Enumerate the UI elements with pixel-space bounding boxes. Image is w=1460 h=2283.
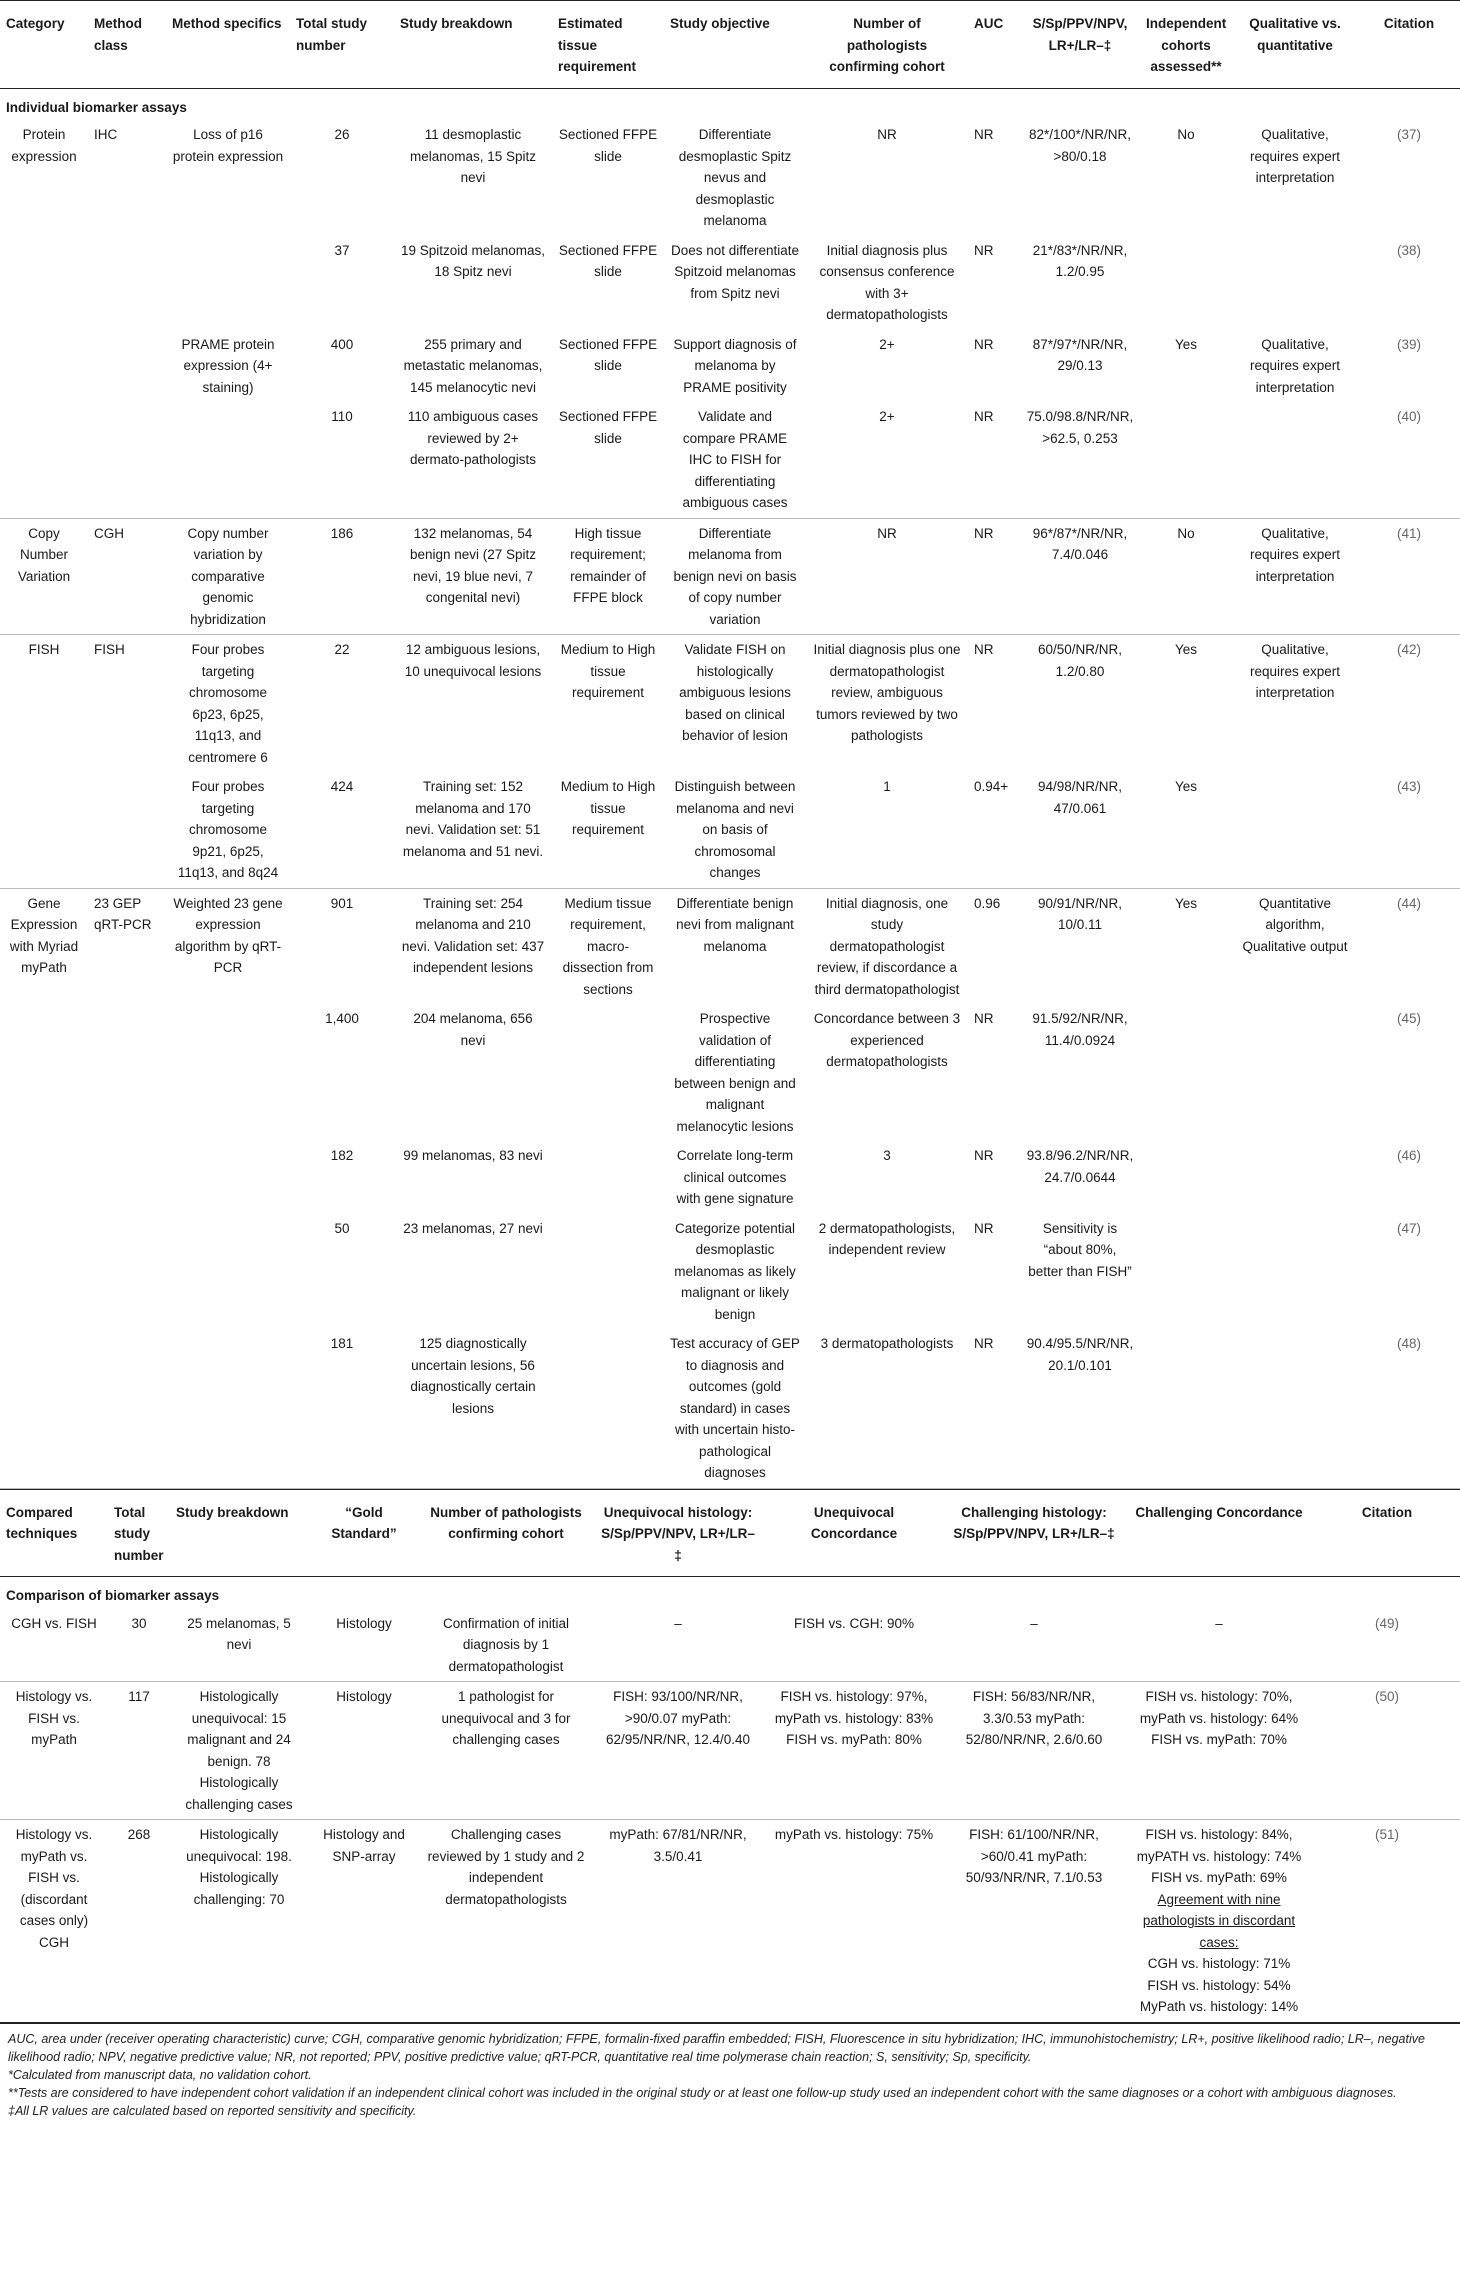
comparison-table [0,1489,1460,2023]
qualitative-cell [1232,1214,1358,1330]
pathologists-cell: 2+ [806,402,968,518]
performance-cell: 75.0/98.8/NR/NR, >62.5, 0.253 [1020,402,1140,518]
header-cell: Category [0,1,88,89]
study-breakdown-cell: Training set: 254 melanoma and 210 nevi. Validation set: 437 independent lesions [401,895,545,975]
method-specifics-cell: Weighted 23 gene expression algorithm by qRT-PCR [173,895,283,975]
table-row [0,1141,1460,1214]
study-breakdown-cell: 125 diagnostically uncertain lesions, 56 diagnostically certain lesions [394,1329,552,1488]
header-cell: Citation [1358,1,1460,89]
header-cell: Qualitative vs. quantitative [1232,1,1358,89]
independent-cohorts-cell: Yes [1174,895,1198,911]
table2-body [0,1577,1460,2023]
study-breakdown-cell: 23 melanomas, 27 nevi [403,1220,543,1236]
auc-cell: NR [968,1329,1020,1488]
qualitative-cell: Qualitative, requires expert interpretation [1249,642,1341,700]
unequivocal-performance-cell: – [592,1609,764,1682]
table-footnotes [0,2023,1460,2126]
method-specifics-cell [166,402,290,518]
footnote-abbreviations: AUC, area under (receiver operating characteristic) curve; CGH, comparative genomic hybridization; FFPE, formalin-fixed paraffin embedded; FISH, Fluorescence in situ hybridization; IHC, immunohistochemistry; LR+, positive likelihood radio; LR–, negative likelihood radio; NPV, negative predictive value; NR, not reported; PPV, positive predictive value; qRT-PCR, quantitative real time polymerase chain reaction; S, sensitivity; Sp, specificity. [8,2031,1425,2064]
study-objective-cell: Support diagnosis of melanoma by PRAME positivity [673,336,797,395]
method-specifics-cell: Four probes targeting chromosome 6p23, 6p25, 11q13, and centromere 6 [188,642,268,765]
performance-cell: 90/91/NR/NR, 10/0.11 [1037,895,1123,932]
section-title: Individual biomarker assays [6,99,187,115]
discordant-agreement-line: FISH vs. histology: 54% [1147,1977,1291,1993]
challenging-concordance-cell: FISH vs. histology: 70%, myPath vs. histology: 64% FISH vs. myPath: 70% [1124,1682,1314,1820]
study-breakdown-cell: Training set: 152 melanoma and 170 nevi. Validation set: 51 melanoma and 51 nevi. [394,772,552,888]
header-cell: Challenging histology: S/Sp/PPV/NPV, LR+/LR–‡ [944,1489,1124,1577]
study-breakdown-cell: 99 melanomas, 83 nevi [403,1148,543,1163]
total-study-number-cell: 182 [330,1148,354,1163]
header-cell: Independent cohorts assessed** [1140,1,1232,89]
tissue-requirement-cell: High tissue requirement; remainder of FFPE block [552,518,664,635]
category-cell [0,1004,88,1141]
category-cell: Copy Number Variation [0,518,88,635]
unequivocal-concordance-cell: FISH vs. CGH: 90% [764,1609,944,1682]
method-specifics-cell [166,1214,290,1330]
discordant-agreement-line: MyPath vs. histology: 14% [1139,1999,1299,2014]
total-study-number-cell: 110 [290,402,394,518]
challenging-concordance-text: FISH vs. histology: 84%, myPATH vs. histology: 74% FISH vs. myPath: 69% [1136,1827,1302,1885]
compared-techniques-cell: Histology vs. FISH vs. myPath [0,1682,108,1820]
section-header-row [0,88,1460,120]
table-row [0,402,1460,518]
challenging-performance-cell: FISH: 61/100/NR/NR, >60/0.41 myPath: 50/93/NR/NR, 7.1/0.53 [944,1820,1124,2023]
citation-cell: (41) [1358,518,1460,635]
citation-cell: (37) [1396,127,1421,142]
method-specifics-cell: Copy number variation by comparative genomic hybridization [166,518,290,635]
table1-body [0,88,1460,1488]
unequivocal-concordance-cell: FISH vs. histology: 97%, myPath vs. histology: 83% FISH vs. myPath: 80% [764,1682,944,1820]
independent-cohorts-cell [1140,402,1232,518]
header-cell: Method class [88,1,166,89]
header-cell: “Gold Standard” [308,1489,420,1577]
category-cell: Gene Expression with Myriad myPath [9,895,79,975]
table-row [0,1609,1460,1682]
study-objective-cell: Prospective validation of differentiating between benign and malignant melanocytic lesions [674,1011,796,1134]
total-study-number-cell: 181 [290,1329,394,1488]
study-objective-cell: Differentiate melanoma from benign nevi on basis of copy number variation [664,518,806,635]
auc-cell: 0.94+ [968,772,1020,888]
citation-cell: (51) [1314,1820,1460,2023]
header-cell: Total study number [108,1489,170,1577]
study-breakdown-cell: 25 melanomas, 5 nevi [170,1609,308,1682]
pathologists-cell: 3 dermatopathologists [806,1329,968,1488]
citation-cell: (43) [1358,772,1460,888]
method-specifics-cell [166,1141,290,1214]
method-class-cell [88,1329,166,1488]
independent-cohorts-cell [1140,1329,1232,1488]
qualitative-cell [1232,772,1358,888]
method-specifics-cell: Four probes targeting chromosome 9p21, 6p25, 11q13, and 8q24 [166,772,290,888]
category-cell: FISH [28,642,60,657]
citation-cell: (40) [1358,402,1460,518]
category-cell [0,1141,88,1214]
gold-standard-cell: Histology [308,1609,420,1682]
study-objective-cell: Validate and compare PRAME IHC to FISH for differentiating ambiguous cases [664,402,806,518]
performance-cell: 96*/87*/NR/NR, 7.4/0.046 [1020,518,1140,635]
method-specifics-cell: Loss of p16 protein expression [172,127,284,164]
pathologists-cell: Concordance between 3 experienced dermatopathologists [813,1011,961,1069]
qualitative-cell [1232,1141,1358,1214]
unequivocal-performance-cell: FISH: 93/100/NR/NR, >90/0.07 myPath: 62/95/NR/NR, 12.4/0.40 [592,1682,764,1820]
method-class-cell: CGH [88,518,166,635]
study-objective-cell: Categorize potential desmoplastic melanomas as likely malignant or likely benign [674,1220,796,1322]
total-study-number-cell: 117 [108,1682,170,1820]
category-cell [0,772,88,888]
category-cell: Protein expression [11,127,77,164]
performance-cell: Sensitivity is “about 80%, better than FISH” [1028,1220,1132,1279]
auc-cell: NR [974,336,994,352]
method-class-cell [88,1214,166,1330]
section-header-row [0,1577,1460,1609]
performance-cell: 87*/97*/NR/NR, 29/0.13 [1032,336,1128,373]
auc-cell: NR [974,1011,994,1026]
qualitative-cell: Qualitative, requires expert interpretation [1249,127,1341,185]
method-specifics-cell [166,236,290,330]
header-cell: Number of pathologists confirming cohort [420,1489,592,1577]
auc-cell: NR [974,127,994,142]
tissue-requirement-cell: Sectioned FFPE slide [558,127,658,164]
category-cell [0,330,88,403]
total-study-number-cell: 50 [334,1220,350,1236]
method-class-cell [88,1004,166,1141]
pathologists-cell: Initial diagnosis plus one dermatopathologist review, ambiguous tumors reviewed by two pathologists [813,642,961,743]
challenging-concordance-cell [1124,1820,1314,2023]
pathologists-cell: 1 pathologist for unequivocal and 3 for challenging cases [420,1682,592,1820]
study-breakdown-cell: 204 melanoma, 656 nevi [413,1011,533,1048]
auc-cell: NR [974,642,994,657]
citation-cell: (44) [1396,895,1421,911]
compared-techniques-cell: Histology vs. myPath vs. FISH vs. (discordant cases only) CGH [0,1820,108,2023]
pathologists-cell: Challenging cases reviewed by 1 study and 2 independent dermatopathologists [420,1820,592,2023]
performance-cell: 93.8/96.2/NR/NR, 24.7/0.0644 [1026,1148,1134,1185]
study-objective-cell: Distinguish between melanoma and nevi on basis of chromosomal changes [664,772,806,888]
compared-techniques-cell: CGH vs. FISH [0,1609,108,1682]
pathologists-cell: 2+ [879,336,895,352]
table1-header-row [0,1,1460,89]
performance-cell: 60/50/NR/NR, 1.2/0.80 [1037,642,1123,679]
method-class-cell: IHC [94,127,118,142]
study-breakdown-cell: Histologically unequivocal: 15 malignant and 24 benign. 78 Histologically challenging cases [170,1682,308,1820]
total-study-number-cell: 30 [108,1609,170,1682]
header-cell: Study breakdown [394,1,552,89]
auc-cell: NR [968,518,1020,635]
qualitative-cell: Qualitative, requires expert interpretation [1249,336,1341,395]
study-breakdown-cell: 110 ambiguous cases reviewed by 2+ dermato-pathologists [394,402,552,518]
table-row [0,1682,1460,1820]
citation-cell: (47) [1396,1220,1421,1236]
method-specifics-cell [166,1329,290,1488]
study-objective-cell: Does not differentiate Spitzoid melanomas from Spitz nevi [670,242,800,301]
study-breakdown-cell: Histologically unequivocal: 198. Histologically challenging: 70 [170,1820,308,2023]
header-cell: Challenging Concordance [1124,1489,1314,1577]
method-class-cell: 23 GEP qRT-PCR [94,895,152,932]
pathologists-cell: 2 dermatopathologists, independent review [818,1220,956,1257]
footnote-calculated: *Calculated from manuscript data, no validation cohort. [8,2067,312,2082]
header-cell: Number of pathologists confirming cohort [806,1,968,89]
total-study-number-cell: 1,400 [325,1011,359,1026]
auc-cell: NR [974,1220,994,1236]
unequivocal-performance-cell: myPath: 67/81/NR/NR, 3.5/0.41 [592,1820,764,2023]
header-cell: Compared techniques [0,1489,108,1577]
header-cell: Estimated tissue requirement [552,1,664,89]
tissue-requirement-cell [552,1004,664,1141]
auc-cell: NR [974,1148,994,1163]
section-title: Comparison of biomarker assays [6,1588,220,1603]
qualitative-cell [1232,402,1358,518]
citation-cell: (48) [1358,1329,1460,1488]
qualitative-cell [1232,1329,1358,1488]
table2-header-row [0,1489,1460,1577]
citation-cell: (39) [1396,336,1421,352]
tissue-requirement-cell [552,1141,664,1214]
independent-cohorts-cell: Yes [1174,336,1198,352]
tissue-requirement-cell: Medium to High tissue requirement [552,772,664,888]
gold-standard-cell: Histology [308,1682,420,1820]
performance-cell: 90.4/95.5/NR/NR, 20.1/0.101 [1020,1329,1140,1488]
independent-cohorts-cell [1140,1214,1232,1330]
pathologists-cell: NR [806,518,968,635]
discordant-agreement-line: CGH vs. histology: 71% [1147,1956,1291,1971]
header-cell: Citation [1314,1489,1460,1577]
unequivocal-concordance-cell: myPath vs. histology: 75% [764,1820,944,2023]
total-study-number-cell: 186 [290,518,394,635]
method-specifics-cell [166,1004,290,1141]
study-breakdown-cell: 255 primary and metastatic melanomas, 145 melanocytic nevi [403,336,543,395]
gold-standard-cell: Histology and SNP-array [308,1820,420,2023]
header-cell: Unequivocal Concordance [764,1489,944,1577]
header-cell: Method specifics [166,1,290,89]
header-cell: Total study number [290,1,394,89]
qualitative-cell: Quantitative algorithm, Qualitative output [1242,895,1348,954]
independent-cohorts-cell [1140,236,1232,330]
method-class-cell [88,236,166,330]
category-cell [0,236,88,330]
pathologists-cell: 1 [806,772,968,888]
qualitative-cell: Qualitative, requires expert interpretation [1232,518,1358,635]
citation-cell: (45) [1396,1011,1421,1026]
independent-cohorts-cell: Yes [1174,642,1198,657]
citation-cell: (38) [1396,242,1421,258]
auc-cell: NR [968,402,1020,518]
category-cell [0,1214,88,1330]
table-row [0,635,1460,773]
tissue-requirement-cell [552,1214,664,1330]
method-class-cell: FISH [94,642,125,657]
tissue-requirement-cell: Medium to High tissue requirement [560,642,656,700]
study-objective-cell: Validate FISH on histologically ambiguous lesions based on clinical behavior of lesion [679,642,791,743]
method-specifics-cell: PRAME protein expression (4+ staining) [181,336,275,395]
method-class-cell [88,1141,166,1214]
total-study-number-cell: 26 [334,127,350,142]
footnote-lr-values: ‡All LR values are calculated based on reported sensitivity and specificity. [8,2103,417,2118]
header-cell: Study breakdown [170,1489,308,1577]
pathologists-cell: Confirmation of initial diagnosis by 1 dermatopathologist [420,1609,592,1682]
table-row [0,120,1460,236]
challenging-performance-cell: FISH: 56/83/NR/NR, 3.3/0.53 myPath: 52/80/NR/NR, 2.6/0.60 [944,1682,1124,1820]
study-breakdown-cell: 132 melanomas, 54 benign nevi (27 Spitz nevi, 19 blue nevi, 7 congenital nevi) [394,518,552,635]
independent-cohorts-cell: No [1177,127,1195,142]
total-study-number-cell: 37 [334,242,350,258]
performance-cell: 21*/83*/NR/NR, 1.2/0.95 [1032,242,1128,279]
independent-cohorts-cell [1140,1004,1232,1141]
method-class-cell [88,402,166,518]
total-study-number-cell: 268 [108,1820,170,2023]
total-study-number-cell: 400 [330,336,354,352]
category-cell [0,402,88,518]
header-cell: S/Sp/PPV/NPV, LR+/LR–‡ [1020,1,1140,89]
study-objective-cell: Differentiate benign nevi from malignant melanoma [676,895,794,954]
independent-cohorts-cell [1140,1141,1232,1214]
citation-cell: (46) [1396,1148,1421,1163]
table-row [0,330,1460,403]
citation-cell: (49) [1314,1609,1460,1682]
pathologists-cell: NR [877,127,897,142]
tissue-requirement-cell: Sectioned FFPE slide [558,336,658,373]
table-row [0,1820,1460,2023]
citation-cell: (42) [1396,642,1421,657]
header-cell: AUC [968,1,1020,89]
table-row [0,1329,1460,1488]
pathologists-cell: Initial diagnosis plus consensus conference with 3+ dermatopathologists [819,242,955,322]
header-cell: Unequivocal histology: S/Sp/PPV/NPV, LR+/LR–‡ [592,1489,764,1577]
auc-cell: NR [974,242,994,258]
auc-cell: 0.96 [974,895,1001,911]
table-row [0,1214,1460,1330]
independent-cohorts-cell: No [1140,518,1232,635]
study-objective-cell: Differentiate desmoplastic Spitz nevus and desmoplastic melanoma [678,127,792,228]
qualitative-cell [1232,1004,1358,1141]
method-class-cell [88,330,166,403]
citation-cell: (50) [1314,1682,1460,1820]
pathologists-cell: 3 [883,1148,891,1163]
table-row [0,236,1460,330]
total-study-number-cell: 424 [290,772,394,888]
tissue-requirement-cell: Medium tissue requirement, macro-dissection from sections [562,895,654,997]
performance-cell: 94/98/NR/NR, 47/0.061 [1020,772,1140,888]
performance-cell: 91.5/92/NR/NR, 11.4/0.0924 [1032,1011,1128,1048]
method-class-cell [88,772,166,888]
discordant-agreement-heading: Agreement with nine pathologists in discordant cases: [1142,1891,1296,1950]
table-row [0,888,1460,1004]
table-row [0,772,1460,888]
tissue-requirement-cell [552,1329,664,1488]
challenging-concordance-cell: – [1124,1609,1314,1682]
study-objective-cell: Correlate long-term clinical outcomes with gene signature [676,1148,794,1206]
tissue-requirement-cell: Sectioned FFPE slide [558,242,658,279]
table-row [0,518,1460,635]
header-cell: Study objective [664,1,806,89]
independent-cohorts-cell: Yes [1140,772,1232,888]
study-breakdown-cell: 19 Spitzoid melanomas, 18 Spitz nevi [400,242,546,279]
footnote-independent-cohorts: **Tests are considered to have independent cohort validation if an independent clinical cohort was included in the original study or at least one follow-up study used an independent cohort with the same diagnoses or a cohort with ambiguous diagnoses. [8,2085,1397,2100]
total-study-number-cell: 22 [334,642,350,657]
pathologists-cell: Initial diagnosis, one study dermatopathologist review, if discordance a third dermatopathologist [814,895,960,997]
performance-cell: 82*/100*/NR/NR, >80/0.18 [1028,127,1132,164]
study-breakdown-cell: 12 ambiguous lesions, 10 unequivocal lesions [404,642,542,679]
category-cell [0,1329,88,1488]
tissue-requirement-cell: Sectioned FFPE slide [552,402,664,518]
table-row [0,1004,1460,1141]
study-objective-cell: Test accuracy of GEP to diagnosis and outcomes (gold standard) in cases with uncertain histo-pathological diagnoses [664,1329,806,1488]
challenging-performance-cell: – [944,1609,1124,1682]
qualitative-cell [1232,236,1358,330]
total-study-number-cell: 901 [330,895,354,911]
study-breakdown-cell: 11 desmoplastic melanomas, 15 Spitz nevi [409,127,537,185]
